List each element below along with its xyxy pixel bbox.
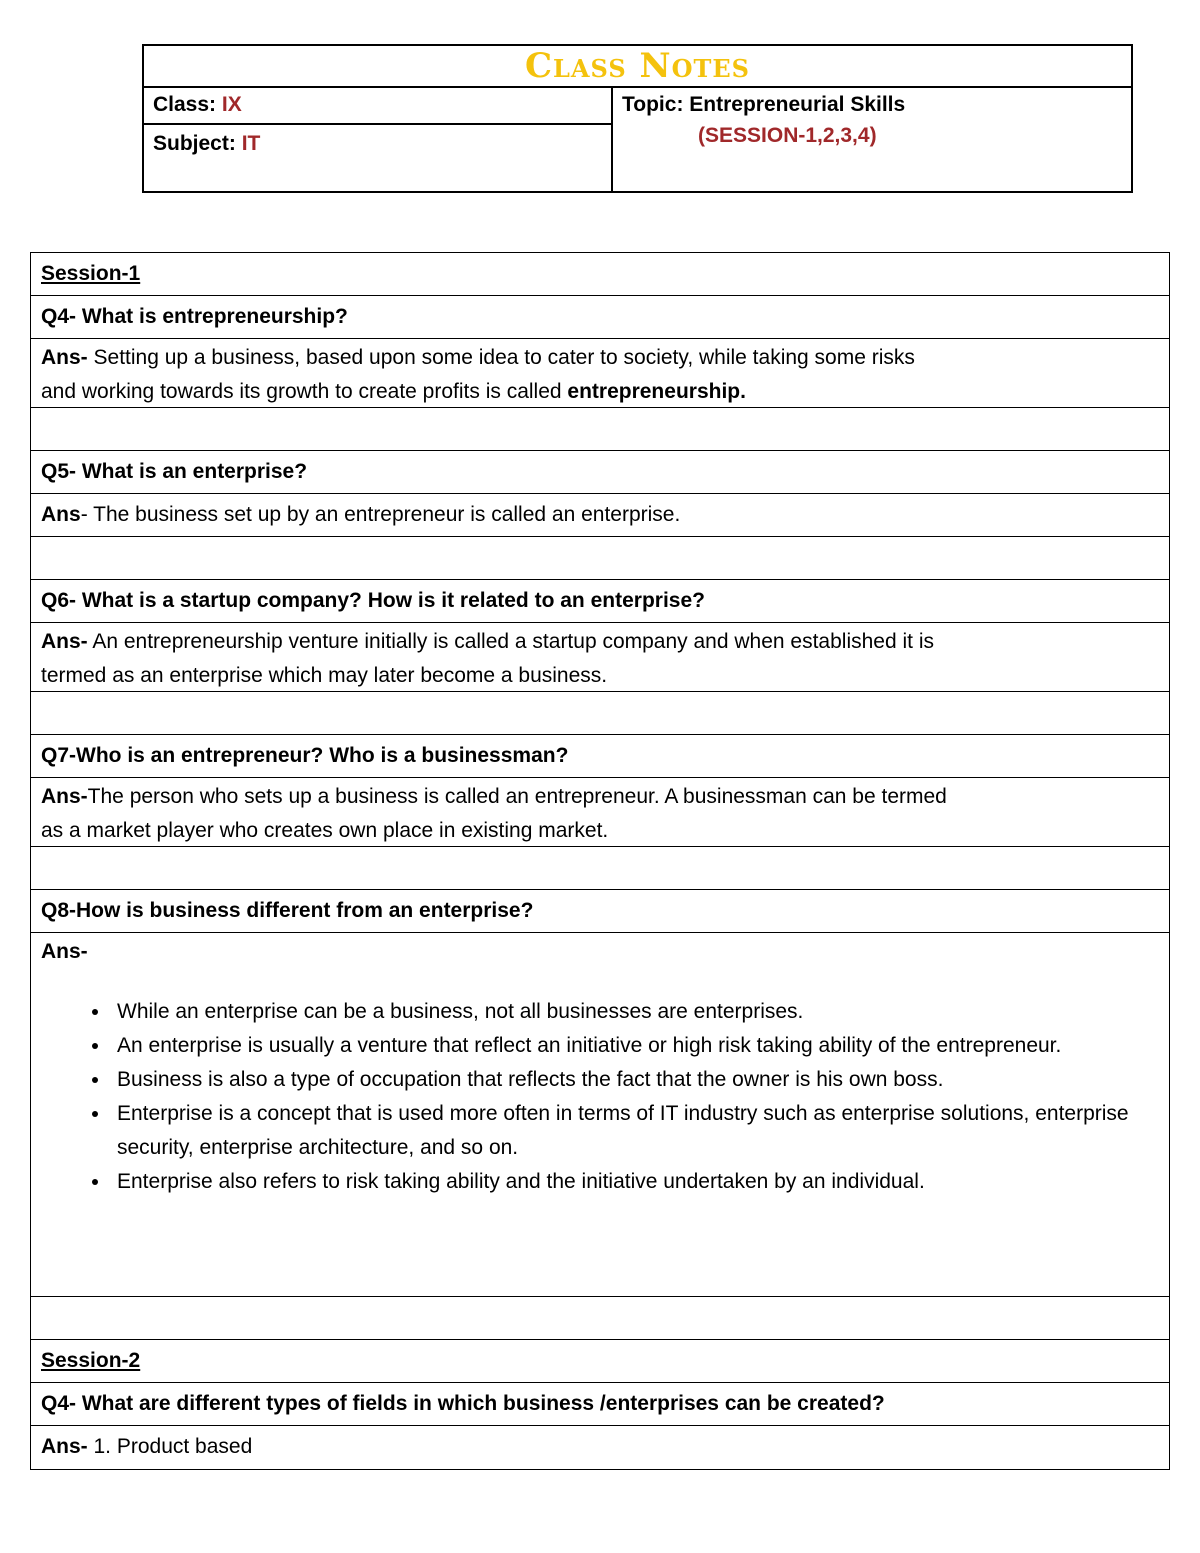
list-item: • Business is also a type of occupation that reflects the fact that the owner is his own boss. bbox=[111, 1063, 1159, 1097]
class-notes-header bbox=[142, 44, 1133, 193]
topic-label: Topic: Entrepreneurial Skills bbox=[622, 93, 906, 116]
subject-value: IT bbox=[241, 132, 261, 155]
q7-question: Q7-Who is an entrepreneur? Who is a businessman? bbox=[41, 744, 569, 767]
notes-table bbox=[30, 252, 1170, 1470]
header-left-column bbox=[144, 86, 613, 191]
q4-answer-bold: entrepreneurship. bbox=[567, 380, 746, 403]
blank-row bbox=[31, 408, 1169, 451]
q7-answer-line1: The person who sets up a business is called an entrepreneur. A businessman can be termed bbox=[87, 785, 947, 808]
question-row bbox=[31, 735, 1169, 778]
list-item: • Enterprise is a concept that is used more often in terms of IT industry such as enterprise solutions, enterprise security, enterprise architecture, and so on. bbox=[111, 1097, 1159, 1165]
q7-answer-line2: as a market player who creates own place in existing market. bbox=[41, 819, 609, 842]
answer-row bbox=[31, 933, 1169, 1297]
q8-answer-prefix: Ans- bbox=[41, 940, 88, 963]
s2-q4-question: Q4- What are different types of fields in which business /enterprises can be created? bbox=[41, 1392, 885, 1415]
answer-row bbox=[31, 339, 1169, 408]
q4-question: Q4- What is entrepreneurship? bbox=[41, 305, 348, 328]
topic-sessions: (SESSION-1,2,3,4) bbox=[698, 124, 877, 147]
blank-row bbox=[31, 847, 1169, 890]
question-row bbox=[31, 1383, 1169, 1426]
list-item: • While an enterprise can be a business, not all businesses are enterprises. bbox=[111, 995, 1159, 1029]
header-right-column bbox=[613, 86, 1131, 191]
q4-answer-line2: and working towards its growth to create profits is called bbox=[41, 380, 568, 403]
question-row bbox=[31, 890, 1169, 933]
blank-row bbox=[31, 537, 1169, 580]
session1-heading: Session-1 bbox=[41, 262, 141, 285]
blank-row bbox=[31, 1297, 1169, 1340]
title-row bbox=[144, 46, 1131, 88]
page-title: Class Notes bbox=[525, 46, 750, 86]
q6-question: Q6- What is a startup company? How is it related to an enterprise? bbox=[41, 589, 705, 612]
q6-answer-line2: termed as an enterprise which may later become a business. bbox=[41, 664, 608, 687]
answer-row bbox=[31, 494, 1169, 537]
answer-row bbox=[31, 778, 1169, 847]
answer-row bbox=[31, 1426, 1169, 1469]
q5-answer-text: - The business set up by an entrepreneur is called an enterprise. bbox=[80, 503, 681, 526]
blank-row bbox=[31, 692, 1169, 735]
session1-heading-row bbox=[31, 253, 1169, 296]
session2-heading: Session-2 bbox=[41, 1349, 141, 1372]
q6-answer-line1: An entrepreneurship venture initially is called a startup company and when established it is bbox=[87, 630, 934, 653]
q8-bullet-list bbox=[41, 995, 1159, 1199]
q6-answer-prefix: Ans- bbox=[41, 630, 88, 653]
class-cell bbox=[144, 86, 611, 125]
q5-answer-prefix: Ans bbox=[41, 503, 81, 526]
list-item: • Enterprise also refers to risk taking ability and the initiative undertaken by an individual. bbox=[111, 1165, 1159, 1199]
session2-heading-row bbox=[31, 1340, 1169, 1383]
question-row bbox=[31, 296, 1169, 339]
subject-cell bbox=[144, 125, 611, 163]
subject-label: Subject: bbox=[153, 132, 242, 155]
q4-answer-prefix: Ans- bbox=[41, 346, 88, 369]
q5-question: Q5- What is an enterprise? bbox=[41, 460, 308, 483]
q4-answer-line1: Setting up a business, based upon some idea to cater to society, while taking some risks bbox=[87, 346, 915, 369]
answer-row bbox=[31, 623, 1169, 692]
question-row bbox=[31, 580, 1169, 623]
s2-q4-answer-prefix: Ans- bbox=[41, 1435, 88, 1458]
class-value: IX bbox=[221, 93, 242, 116]
question-row bbox=[31, 451, 1169, 494]
q8-question: Q8-How is business different from an enterprise? bbox=[41, 899, 534, 922]
list-item: • An enterprise is usually a venture that reflect an initiative or high risk taking ability of the entrepreneur. bbox=[111, 1029, 1159, 1063]
s2-q4-answer-text: 1. Product based bbox=[87, 1435, 253, 1458]
class-label: Class: bbox=[153, 93, 222, 116]
q7-answer-prefix: Ans- bbox=[41, 785, 88, 808]
